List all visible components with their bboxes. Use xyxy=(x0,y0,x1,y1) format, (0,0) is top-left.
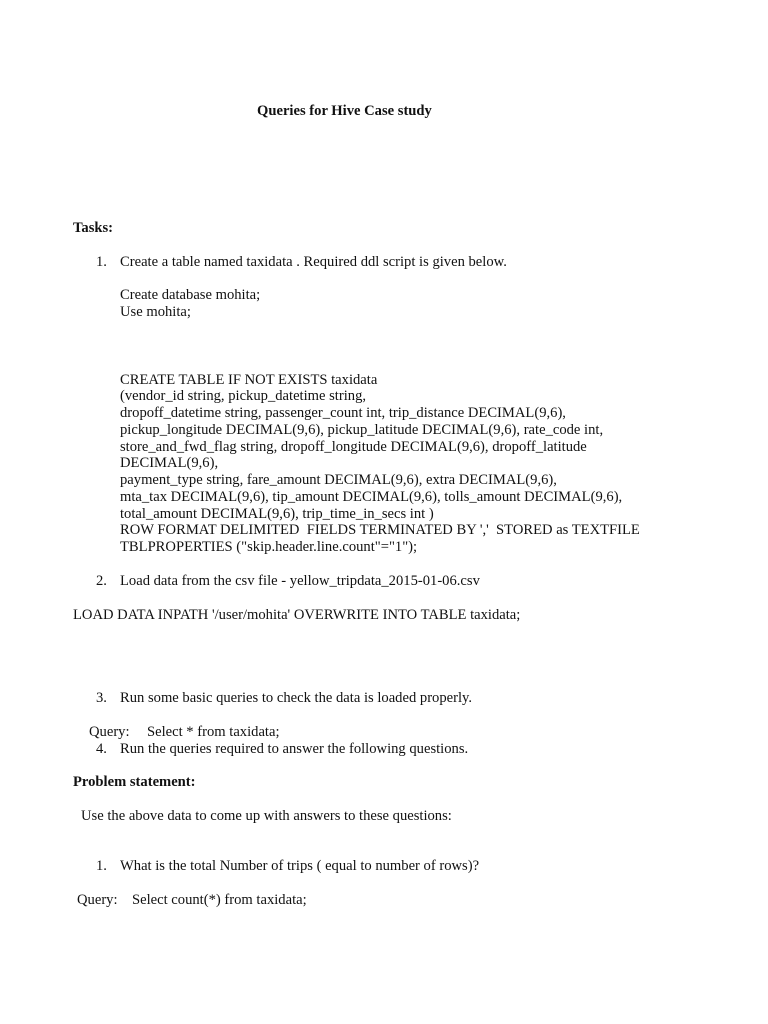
code-line: CREATE TABLE IF NOT EXISTS taxidata xyxy=(120,372,378,388)
task-1-number: 1. xyxy=(96,254,107,270)
code-line: (vendor_id string, pickup_datetime string, xyxy=(120,388,367,404)
task-3-text: Run some basic queries to check the data is loaded properly. xyxy=(120,690,473,706)
code-line: ROW FORMAT DELIMITED FIELDS TERMINATED BY ',' STORED as TEXTFILE xyxy=(120,522,640,538)
code-line: DECIMAL(9,6), xyxy=(120,455,219,471)
code-line: total_amount DECIMAL(9,6), trip_time_in_secs int ) xyxy=(120,506,434,522)
code-line: TBLPROPERTIES ("skip.header.line.count"="1"); xyxy=(120,539,418,555)
task-3-query: Select * from taxidata; xyxy=(147,724,280,740)
task-4-text: Run the queries required to answer the following questions. xyxy=(120,741,469,757)
question-1-query: Select count(*) from taxidata; xyxy=(132,892,307,908)
tasks-heading: Tasks: xyxy=(73,220,114,236)
task-2-text: Load data from the csv file - yellow_tripdata_2015-01-06.csv xyxy=(120,573,480,589)
task-3-query-label: Query: xyxy=(89,724,130,740)
task-3-number: 3. xyxy=(96,690,107,706)
document-title: Queries for Hive Case study xyxy=(257,103,432,119)
problem-intro: Use the above data to come up with answers to these questions: xyxy=(81,808,452,824)
code-line: dropoff_datetime string, passenger_count int, trip_distance DECIMAL(9,6), xyxy=(120,405,566,421)
problem-statement-heading: Problem statement: xyxy=(73,774,196,790)
code-line: Use mohita; xyxy=(120,304,191,320)
code-line: store_and_fwd_flag string, dropoff_longitude DECIMAL(9,6), dropoff_latitude xyxy=(120,439,587,455)
code-line: mta_tax DECIMAL(9,6), tip_amount DECIMAL(9,6), tolls_amount DECIMAL(9,6), xyxy=(120,489,623,505)
code-line: pickup_longitude DECIMAL(9,6), pickup_latitude DECIMAL(9,6), rate_code int, xyxy=(120,422,604,438)
question-1-query-label: Query: xyxy=(77,892,118,908)
task-2-number: 2. xyxy=(96,573,107,589)
code-line: payment_type string, fare_amount DECIMAL(9,6), extra DECIMAL(9,6), xyxy=(120,472,557,488)
code-line: Create database mohita; xyxy=(120,287,261,303)
task-4-number: 4. xyxy=(96,741,107,757)
task-1-text: Create a table named taxidata . Required ddl script is given below. xyxy=(120,254,507,270)
load-data-statement: LOAD DATA INPATH '/user/mohita' OVERWRITE INTO TABLE taxidata; xyxy=(73,607,521,623)
question-1-number: 1. xyxy=(96,858,107,874)
question-1-text: What is the total Number of trips ( equal to number of rows)? xyxy=(120,858,480,874)
